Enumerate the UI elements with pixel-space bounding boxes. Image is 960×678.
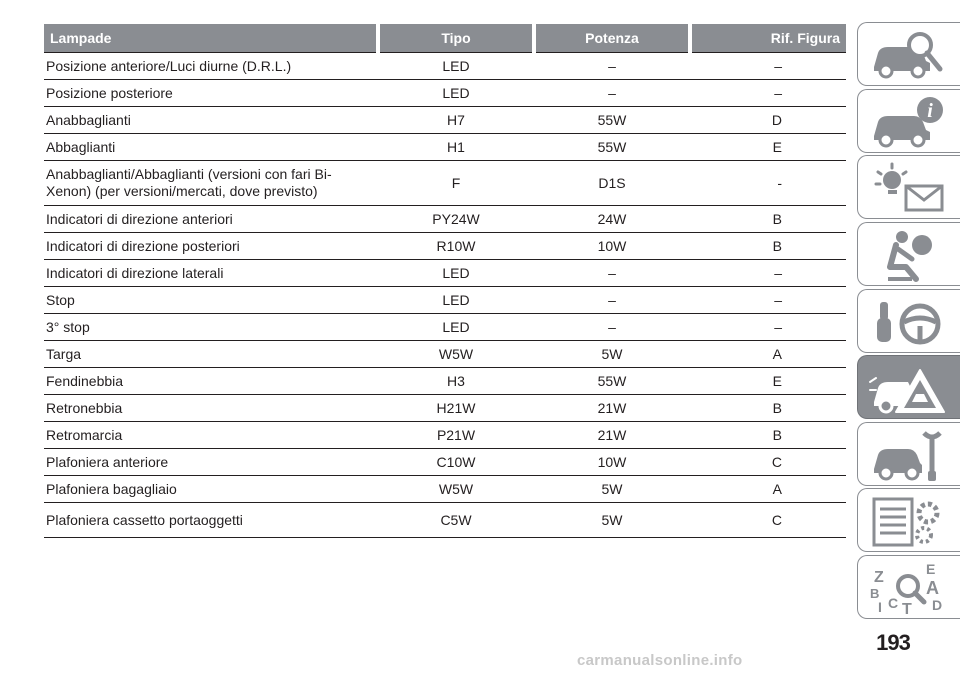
- table-row: [44, 161, 846, 206]
- index-letter: T: [902, 601, 912, 616]
- table-row: [44, 53, 846, 80]
- cell-potenza: 5W: [534, 341, 690, 368]
- cell-lampade: Plafoniera bagagliaio: [44, 476, 378, 503]
- table-row: [44, 260, 846, 287]
- cell-tipo: LED: [378, 80, 534, 107]
- cell-rif: –: [690, 80, 846, 107]
- cell-potenza: 55W: [534, 134, 690, 161]
- cell-potenza: –: [534, 260, 690, 287]
- index-letter: C: [888, 595, 899, 611]
- cell-potenza: –: [534, 287, 690, 314]
- cell-rif: D: [690, 107, 846, 134]
- index-letter: B: [870, 586, 880, 601]
- cell-tipo: C5W: [378, 503, 534, 538]
- lamp-specs-table: [44, 24, 846, 538]
- table-row: [44, 449, 846, 476]
- car-maintenance-icon: [868, 427, 948, 483]
- table-row: [44, 503, 846, 538]
- car-info-icon: [868, 94, 948, 150]
- table-row: [44, 233, 846, 260]
- car-emergency-warning-icon: [868, 360, 948, 416]
- cell-potenza: –: [534, 314, 690, 341]
- lamp-specs-table-container: [44, 24, 846, 538]
- cell-tipo: P21W: [378, 422, 534, 449]
- cell-lampade: Plafoniera cassetto portaoggetti: [44, 503, 378, 538]
- cell-lampade: Retronebbia: [44, 395, 378, 422]
- cell-tipo: PY24W: [378, 206, 534, 233]
- watermark: carmanualsonline.info: [577, 652, 743, 669]
- cell-tipo: W5W: [378, 476, 534, 503]
- header-rif-figura: Rif. Figura: [690, 24, 846, 53]
- cell-lampade: Fendinebbia: [44, 368, 378, 395]
- header-potenza: Potenza: [534, 24, 690, 53]
- cell-lampade: Abbaglianti: [44, 134, 378, 161]
- cell-potenza: 5W: [534, 503, 690, 538]
- cell-rif: -: [690, 161, 846, 206]
- cell-potenza: –: [534, 53, 690, 80]
- cell-potenza: 21W: [534, 422, 690, 449]
- cell-rif: B: [690, 422, 846, 449]
- cell-rif: C: [690, 503, 846, 538]
- cell-rif: B: [690, 206, 846, 233]
- table-row: [44, 341, 846, 368]
- cell-potenza: 21W: [534, 395, 690, 422]
- cell-potenza: 55W: [534, 368, 690, 395]
- svg-text:i: i: [927, 100, 933, 122]
- chapter-tab-maintenance[interactable]: [857, 422, 960, 486]
- cell-lampade: Plafoniera anteriore: [44, 449, 378, 476]
- table-row: [44, 368, 846, 395]
- cell-potenza: 5W: [534, 476, 690, 503]
- cell-rif: E: [690, 134, 846, 161]
- cell-lampade: Retromarcia: [44, 422, 378, 449]
- cell-tipo: LED: [378, 314, 534, 341]
- cell-tipo: R10W: [378, 233, 534, 260]
- chapter-tab-car-info[interactable]: [857, 89, 960, 153]
- chapter-tab-warning-lights[interactable]: [857, 155, 960, 219]
- table-row: [44, 134, 846, 161]
- table-row: [44, 422, 846, 449]
- cell-tipo: H1: [378, 134, 534, 161]
- table-row: [44, 287, 846, 314]
- cell-lampade: Targa: [44, 341, 378, 368]
- alphabetical-index-icon: [868, 560, 948, 616]
- cell-potenza: 55W: [534, 107, 690, 134]
- key-steering-wheel-icon: [868, 294, 948, 350]
- cell-tipo: H7: [378, 107, 534, 134]
- cell-potenza: 10W: [534, 233, 690, 260]
- chapter-tab-technical-data[interactable]: [857, 488, 960, 552]
- chapter-tab-knowing-the-car[interactable]: [857, 22, 960, 86]
- cell-tipo: F: [378, 161, 534, 206]
- car-search-icon: [868, 27, 948, 83]
- table-row: [44, 80, 846, 107]
- technical-data-icon: [868, 493, 948, 549]
- cell-lampade: Stop: [44, 287, 378, 314]
- cell-lampade: Indicatori di direzione laterali: [44, 260, 378, 287]
- airbag-seat-icon: [868, 227, 948, 283]
- cell-lampade: Anabbaglianti/Abbaglianti (versioni con fari Bi-Xenon) (per versioni/mercati, dove previsto): [44, 161, 378, 206]
- index-letter: D: [932, 597, 943, 613]
- cell-lampade: Indicatori di direzione posteriori: [44, 233, 378, 260]
- cell-tipo: LED: [378, 260, 534, 287]
- header-tipo: Tipo: [378, 24, 534, 53]
- index-letter: Z: [874, 569, 884, 586]
- cell-potenza: 10W: [534, 449, 690, 476]
- table-row: [44, 395, 846, 422]
- cell-rif: –: [690, 260, 846, 287]
- cell-potenza: D1S: [534, 161, 690, 206]
- page-number: 193: [876, 630, 910, 655]
- cell-tipo: C10W: [378, 449, 534, 476]
- index-letter: A: [926, 578, 939, 598]
- cell-rif: –: [690, 287, 846, 314]
- cell-lampade: Anabbaglianti: [44, 107, 378, 134]
- header-lampade: Lampade: [44, 24, 378, 53]
- cell-lampade: Indicatori di direzione anteriori: [44, 206, 378, 233]
- cell-rif: C: [690, 449, 846, 476]
- chapter-tab-emergency[interactable]: [857, 355, 960, 419]
- warning-light-message-icon: [868, 160, 948, 216]
- table-row: [44, 107, 846, 134]
- cell-tipo: H21W: [378, 395, 534, 422]
- chapter-tab-safety[interactable]: [857, 222, 960, 286]
- cell-potenza: –: [534, 80, 690, 107]
- cell-tipo: W5W: [378, 341, 534, 368]
- chapter-tab-starting-driving[interactable]: [857, 289, 960, 353]
- cell-lampade: 3° stop: [44, 314, 378, 341]
- cell-rif: –: [690, 314, 846, 341]
- table-row: [44, 206, 846, 233]
- cell-rif: B: [690, 233, 846, 260]
- cell-tipo: LED: [378, 287, 534, 314]
- cell-rif: A: [690, 341, 846, 368]
- table-row: [44, 314, 846, 341]
- chapter-tab-index[interactable]: [857, 555, 960, 619]
- cell-rif: A: [690, 476, 846, 503]
- cell-potenza: 24W: [534, 206, 690, 233]
- cell-rif: –: [690, 53, 846, 80]
- cell-tipo: H3: [378, 368, 534, 395]
- cell-rif: E: [690, 368, 846, 395]
- table-row: [44, 476, 846, 503]
- cell-lampade: Posizione posteriore: [44, 80, 378, 107]
- index-letter: I: [878, 599, 882, 615]
- cell-lampade: Posizione anteriore/Luci diurne (D.R.L.): [44, 53, 378, 80]
- cell-rif: B: [690, 395, 846, 422]
- index-letter: E: [926, 561, 936, 577]
- cell-tipo: LED: [378, 53, 534, 80]
- table-header-row: [44, 24, 846, 53]
